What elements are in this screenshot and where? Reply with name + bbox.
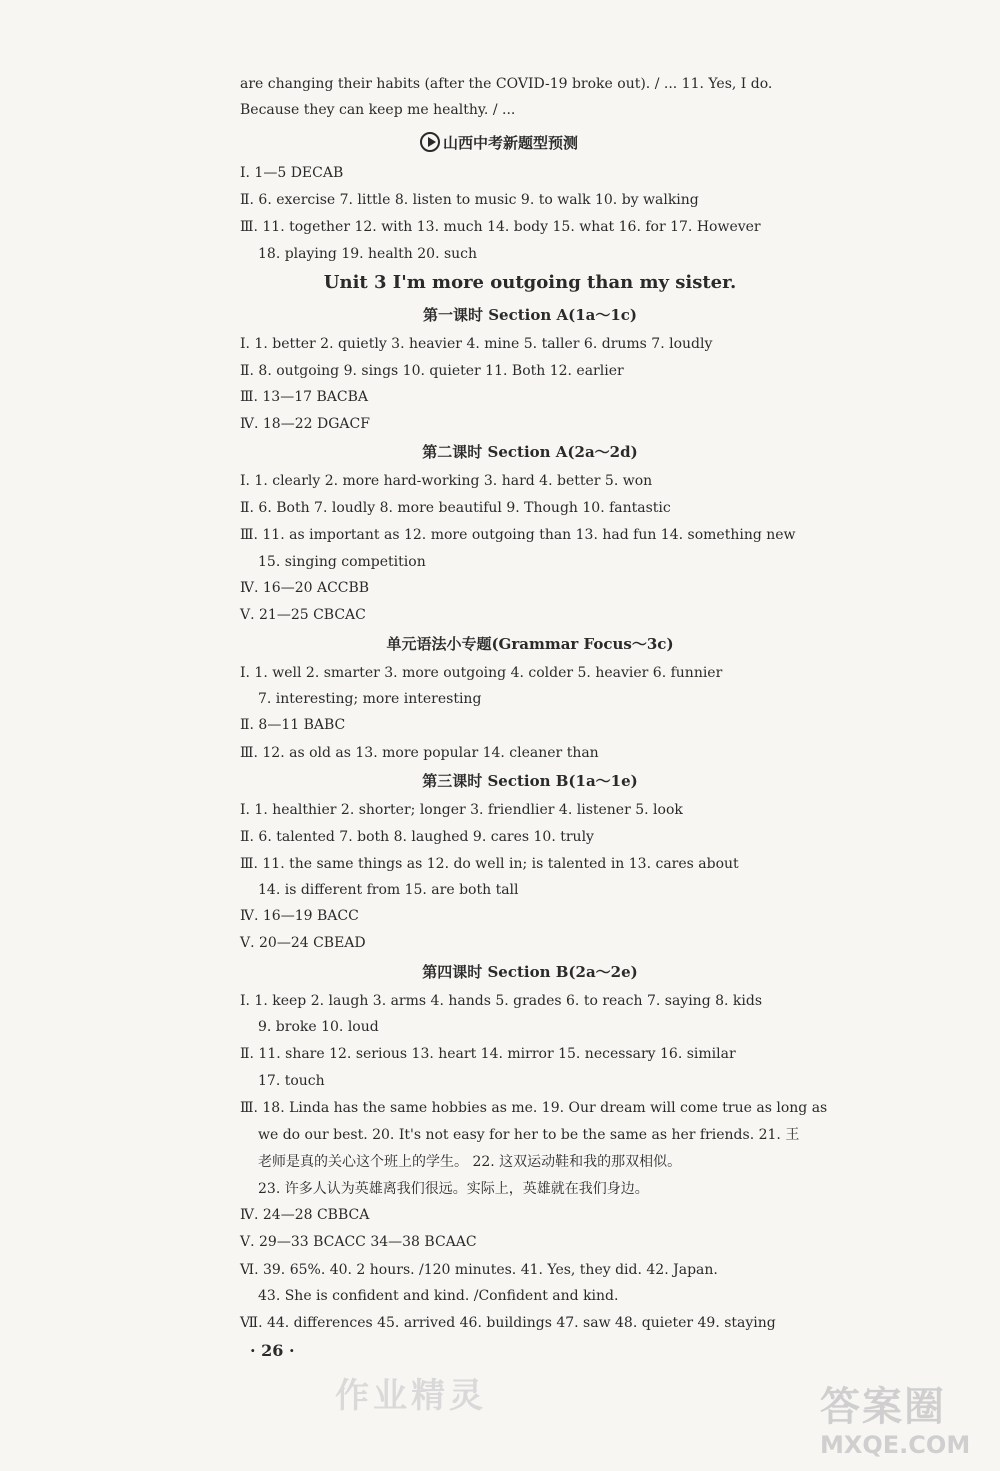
text-line: Ⅳ. 16—19 BACC (240, 908, 359, 924)
unit-title: Unit 3 I'm more outgoing than my sister. (323, 272, 737, 293)
text-line: Ⅰ. 1—5 DECAB (240, 165, 344, 181)
prediction-heading (420, 131, 578, 153)
watermark-text: 作业精灵 (335, 1376, 487, 1416)
page-number: · 26 · (250, 1341, 295, 1360)
text-line: 17. touch (258, 1073, 325, 1089)
text-line: 14. is different from 15. are both tall (258, 882, 519, 898)
text-line: Ⅰ. 1. well 2. smarter 3. more outgoing 4. colder 5. heavier 6. funnier (240, 665, 723, 681)
text-line: Ⅳ. 18—22 DGACF (240, 416, 370, 432)
text-line: Ⅰ. 1. better 2. quietly 3. heavier 4. mine 5. taller 6. drums 7. loudly (240, 336, 713, 352)
section-title: 第一课时 Section A(1a～1c) (422, 306, 638, 324)
text-line: Ⅱ. 6. exercise 7. little 8. listen to music 9. to walk 10. by walking (240, 192, 699, 208)
text-line: Ⅲ. 11. as important as 12. more outgoing than 13. had fun 14. something new (240, 527, 796, 543)
prediction-title: 山西中考新题型预测 (443, 133, 579, 152)
text-line: Ⅶ. 44. differences 45. arrived 46. buildings 47. saw 48. quieter 49. staying (240, 1315, 776, 1331)
text-line: Ⅱ. 11. share 12. serious 13. heart 14. mirror 15. necessary 16. similar (240, 1046, 736, 1062)
section-title: 第四课时 Section B(2a～2e) (422, 963, 638, 981)
text-line: Ⅳ. 16—20 ACCBB (240, 580, 370, 596)
text-line: Ⅰ. 1. keep 2. laugh 3. arms 4. hands 5. grades 6. to reach 7. saying 8. kids (240, 993, 763, 1009)
section-title: 第三课时 Section B(1a～1e) (422, 772, 638, 790)
text-line: Ⅳ. 24—28 CBBCA (240, 1207, 370, 1223)
text-line: 15. singing competition (258, 554, 426, 570)
text-line: Ⅴ. 29—33 BCACC 34—38 BCAAC (240, 1234, 477, 1250)
text-line: Ⅲ. 11. the same things as 12. do well in; is talented in 13. cares about (240, 856, 739, 872)
text-line: Ⅰ. 1. healthier 2. shorter; longer 3. friendlier 4. listener 5. look (240, 802, 683, 818)
section-title: 第二课时 Section A(2a～2d) (422, 443, 638, 461)
text-line: 老师是真的关心这个班上的学生。 22. 这双运动鞋和我的那双相似。 (258, 1154, 682, 1170)
text-line: Ⅱ. 6. Both 7. loudly 8. more beautiful 9. Though 10. fantastic (240, 500, 671, 516)
text-line: Ⅱ. 8. outgoing 9. sings 10. quieter 11. Both 12. earlier (240, 363, 624, 379)
play-circle-icon (420, 132, 440, 152)
text-line: Ⅵ. 39. 65%. 40. 2 hours. /120 minutes. 41. Yes, they did. 42. Japan. (240, 1262, 718, 1278)
section-title: 单元语法小专题(Grammar Focus～3c) (386, 635, 674, 653)
text-line: are changing their habits (after the COVID-19 broke out). / ... 11. Yes, I do. (240, 76, 773, 92)
text-line: Ⅱ. 8—11 BABC (240, 717, 346, 733)
site-logo (820, 1375, 990, 1465)
text-line: Ⅲ. 13—17 BACBA (240, 389, 368, 405)
text-line: 9. broke 10. loud (258, 1019, 379, 1035)
text-line: 7. interesting; more interesting (258, 691, 482, 707)
text-line: Ⅲ. 18. Linda has the same hobbies as me. 19. Our dream will come true as long as (240, 1100, 828, 1116)
text-line: 18. playing 19. health 20. such (258, 246, 478, 262)
logo-glyphs: 答案圈 (820, 1384, 946, 1430)
text-line: 43. She is confident and kind. /Confident and kind. (258, 1288, 619, 1304)
logo-url: MXQE.COM (820, 1431, 971, 1459)
text-line: Ⅰ. 1. clearly 2. more hard-working 3. hard 4. better 5. won (240, 473, 653, 489)
text-line: we do our best. 20. It's not easy for her to be the same as her friends. 21. 王 (258, 1127, 800, 1143)
text-line: 23. 许多人认为英雄离我们很远。实际上，英雄就在我们身边。 (258, 1181, 649, 1197)
text-line: Ⅲ. 11. together 12. with 13. much 14. body 15. what 16. for 17. However (240, 219, 761, 235)
text-line: Ⅴ. 21—25 CBCAC (240, 607, 366, 623)
text-line: Ⅲ. 12. as old as 13. more popular 14. cleaner than (240, 745, 599, 761)
text-line: Ⅱ. 6. talented 7. both 8. laughed 9. cares 10. truly (240, 829, 594, 845)
text-line: Ⅴ. 20—24 CBEAD (240, 935, 366, 951)
text-line: Because they can keep me healthy. / ... (240, 102, 516, 118)
